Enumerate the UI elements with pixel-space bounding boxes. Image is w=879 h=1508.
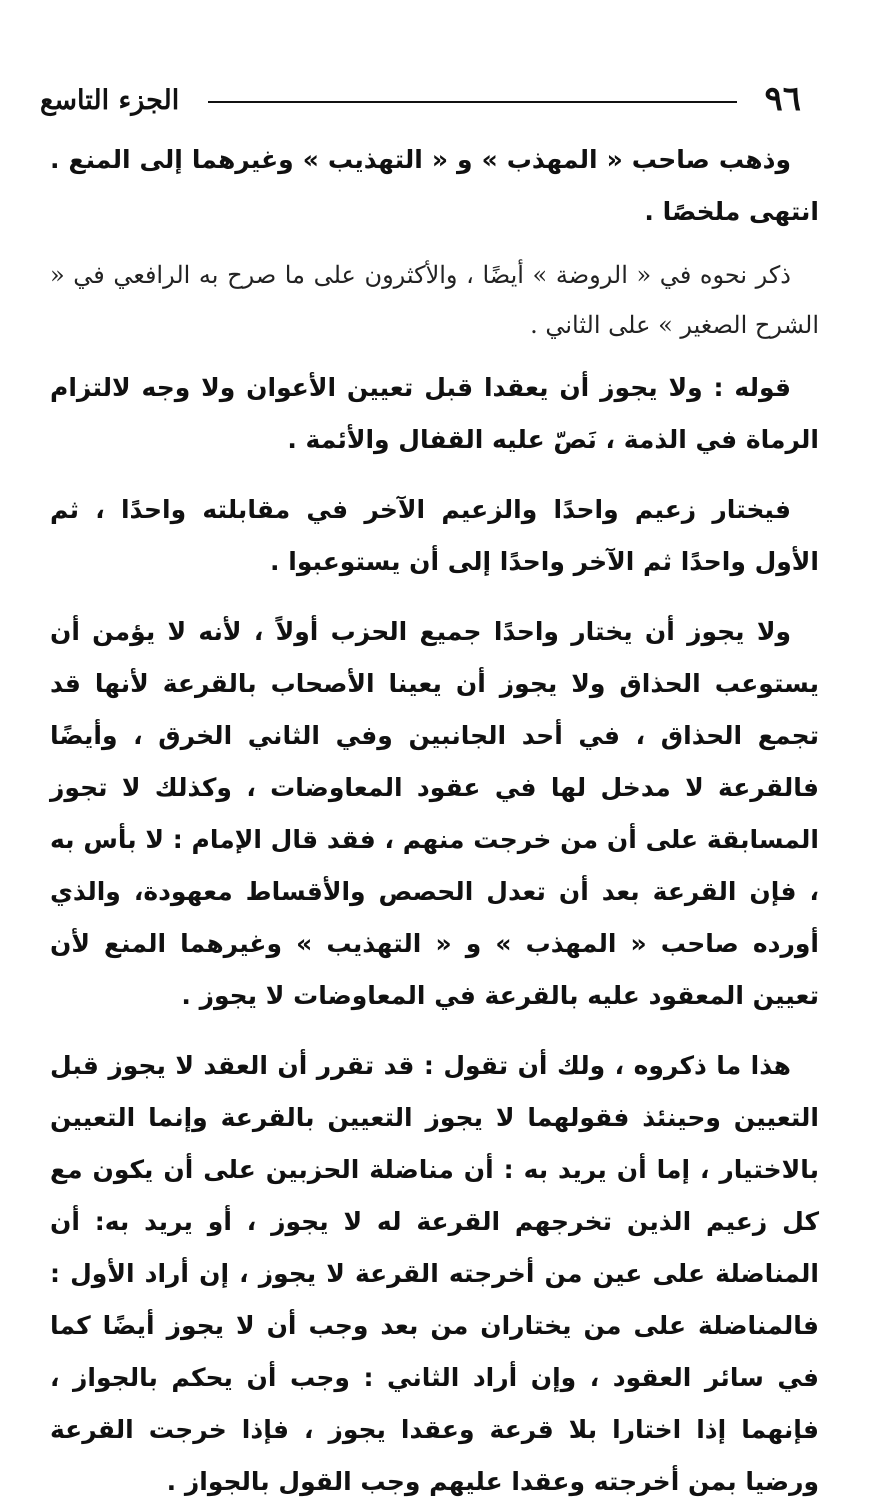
paragraph-3: قوله : ولا يجوز أن يعقدا قبل تعيين الأعوان ولا وجه لالتزام الرماة في الذمة ، نَصّ عليه القفال والأئمة .	[50, 373, 819, 454]
header-rule	[208, 101, 737, 103]
running-title: الجزء التاسع	[40, 85, 180, 116]
paragraph-2: ذكر نحوه في « الروضة » أيضًا ، والأكثرون على ما صرح به الرافعي في « الشرح الصغير » على الثاني .	[50, 261, 819, 339]
paragraph-4: فيختار زعيم واحدًا والزعيم الآخر في مقابلته واحدًا ، ثم الأول واحدًا ثم الآخر واحدًا إلى أن يستوعبوا .	[50, 495, 819, 576]
page-number: ٩٦	[764, 79, 801, 119]
paragraph-1: وذهب صاحب « المهذب » و « التهذيب » وغيرهما إلى المنع . انتهى ملخصًا .	[50, 145, 819, 226]
paragraph-6: هذا ما ذكروه ، ولك أن تقول : قد تقرر أن العقد لا يجوز قبل التعيين وحينئذ فقولهما لا يجوز التعيين بالقرعة وإنما التعيين بالاختيار ، إما أن يريد به : أن مناضلة الحزبين على أن يكون مع كل زعيم الذين تخرجهم القرعة له لا يجوز ، أو يريد به: أن المناضلة على عين من أخرجته القرعة لا يجوز ، إن أراد الأول : فالمناضلة على من يختاران من بعد وجب أن لا يجوز أيضًا كما في سائر العقود ، وإن أراد الثاني : وجب أن يحكم بالجواز ، فإنهما إذا اختارا بلا قرعة وعقدا يجوز ، فإذا خرجت القرعة ورضيا بمن أخرجته وعقدا عليهم وجب القول بالجواز .	[50, 1051, 819, 1496]
page-header	[40, 74, 801, 118]
paragraph-5: ولا يجوز أن يختار واحدًا جميع الحزب أولاً ، لأنه لا يؤمن أن يستوعب الحذاق ولا يجوز أن يعينا الأصحاب بالقرعة لأنها قد تجمع الحذاق ، في أحد الجانبين وفي الثاني الخرق ، وأيضًا فالقرعة لا مدخل لها في عقود المعاوضات ، وكذلك لا تجوز المسابقة على أن من خرجت منهم ، فقد قال الإمام : لا بأس به ، فإن القرعة بعد أن تعدل الحصص والأقساط معهودة، والذي أورده صاحب « المهذب » و « التهذيب » وغيرهما المنع لأن تعيين المعقود عليه بالقرعة في المعاوضات لا يجوز .	[50, 617, 819, 1010]
page-body	[50, 134, 819, 1508]
